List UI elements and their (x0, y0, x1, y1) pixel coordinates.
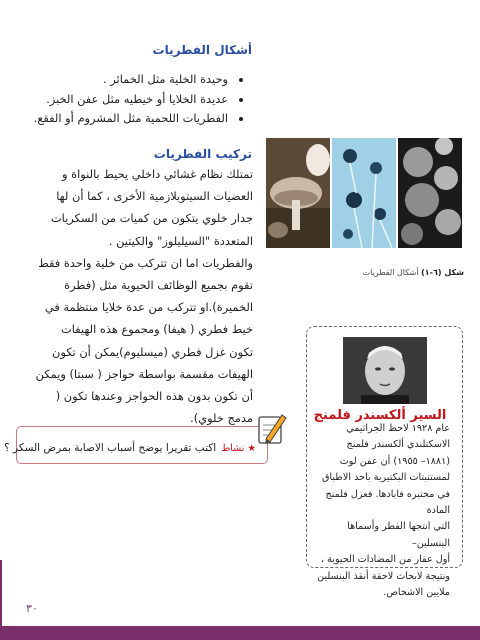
margin-line (0, 560, 2, 632)
bio-line: ونتيجة لابحاث لاحقة أنقذ البنسلين (317, 570, 450, 582)
figure-caption-text: أشكال الفطريات (362, 268, 419, 277)
fungi-shapes-list (0, 70, 248, 129)
fungi-figure (266, 138, 462, 248)
pencil-icon (256, 411, 288, 445)
section-title-fungi-shapes: أشكال الفطريات (152, 43, 252, 57)
paragraph-line: خيط فطري ( هيفا) ومجموع هذه الهيفات (60, 322, 253, 337)
list-item: وحيدة الخلية مثل الخمائر . (0, 70, 228, 90)
bio-name: السير ألكسندر فلمنج (313, 408, 447, 423)
paragraph-line: تمتلك نظام غشائي داخلي يحيط بالنواة و (62, 167, 253, 181)
activity-content (4, 436, 256, 455)
fleming-portrait (343, 337, 427, 404)
page-number: ٣٠ (26, 602, 38, 615)
mold-micrograph-photo (332, 138, 396, 248)
bio-line: التي انتجها الفطر وأسماها البنسلين– (347, 521, 450, 549)
bio-line: أول عقار من المضادات الحيوية ، (321, 554, 450, 566)
bio-line: لمستنبتات البكتيرية باحد الاطباق (322, 472, 450, 484)
paragraph-line: الهيفات مقسمة بواسطة حواجز ( سبتا) ويمكن (35, 366, 253, 381)
activity-label: ★ نشاط (221, 443, 256, 454)
bio-line: (١٨٨١– ١٩٥٥) أن عفن لوث (339, 455, 450, 467)
paragraph-line: جدار خلوي يتكون من كميات من السكريات (50, 211, 253, 226)
paragraph-line: والفطريات اما ان تتركب من خلية واحدة فقط (38, 255, 253, 270)
figure-caption-label: شكل (٦-١) (421, 268, 464, 277)
bio-line: في مختبره فابادها. فعزل فلمنج المادة (325, 488, 450, 517)
figure-caption (308, 268, 464, 277)
bio-line: عام ١٩٢٨ لاحظ الجراثيمي (346, 423, 450, 434)
yeast-micrograph-photo (398, 138, 462, 248)
paragraph-line: الخميرة).او تتركب من عدة خلايا منتظمة في (44, 300, 253, 315)
paragraph-line: المتعددة "السيليلوز" والكيتين . (108, 233, 253, 248)
paragraph-line: مدمج خلوي). (190, 411, 253, 426)
paragraph-line: العضيات السيتوبلازمية الأخرى ، كما أن لها (56, 189, 253, 204)
footer-bar (0, 626, 480, 640)
structure-paragraph (31, 163, 253, 429)
list-item: الفطريات اللحمية مثل المشروم أو الفقع. (0, 109, 228, 129)
mushroom-photo (266, 138, 330, 248)
paragraph-line: تكون غزل فطري (ميسليوم)يمكن أن تكون (51, 344, 253, 359)
bio-line: الاسكتلندي ألكسندر فلمنج (346, 439, 450, 451)
section-title-fungi-structure: تركيب الفطريات (153, 147, 252, 161)
bio-line: ملايين الاشخاص. (383, 587, 450, 599)
activity-text: اكتب تقريرا يوضح أسباب الاصابة بمرض السكر ؟ (4, 442, 217, 454)
paragraph-line: أن تكون بدون هذه الحواجز وعندها تكون ( (55, 389, 253, 404)
list-item: عديدة الخلايا أو خيطيه مثل عفن الخبز. (0, 90, 228, 110)
paragraph-line: تقوم بجميع الوظائف الحيوية مثل (فطرة (64, 278, 253, 293)
bio-paragraph (310, 421, 450, 601)
